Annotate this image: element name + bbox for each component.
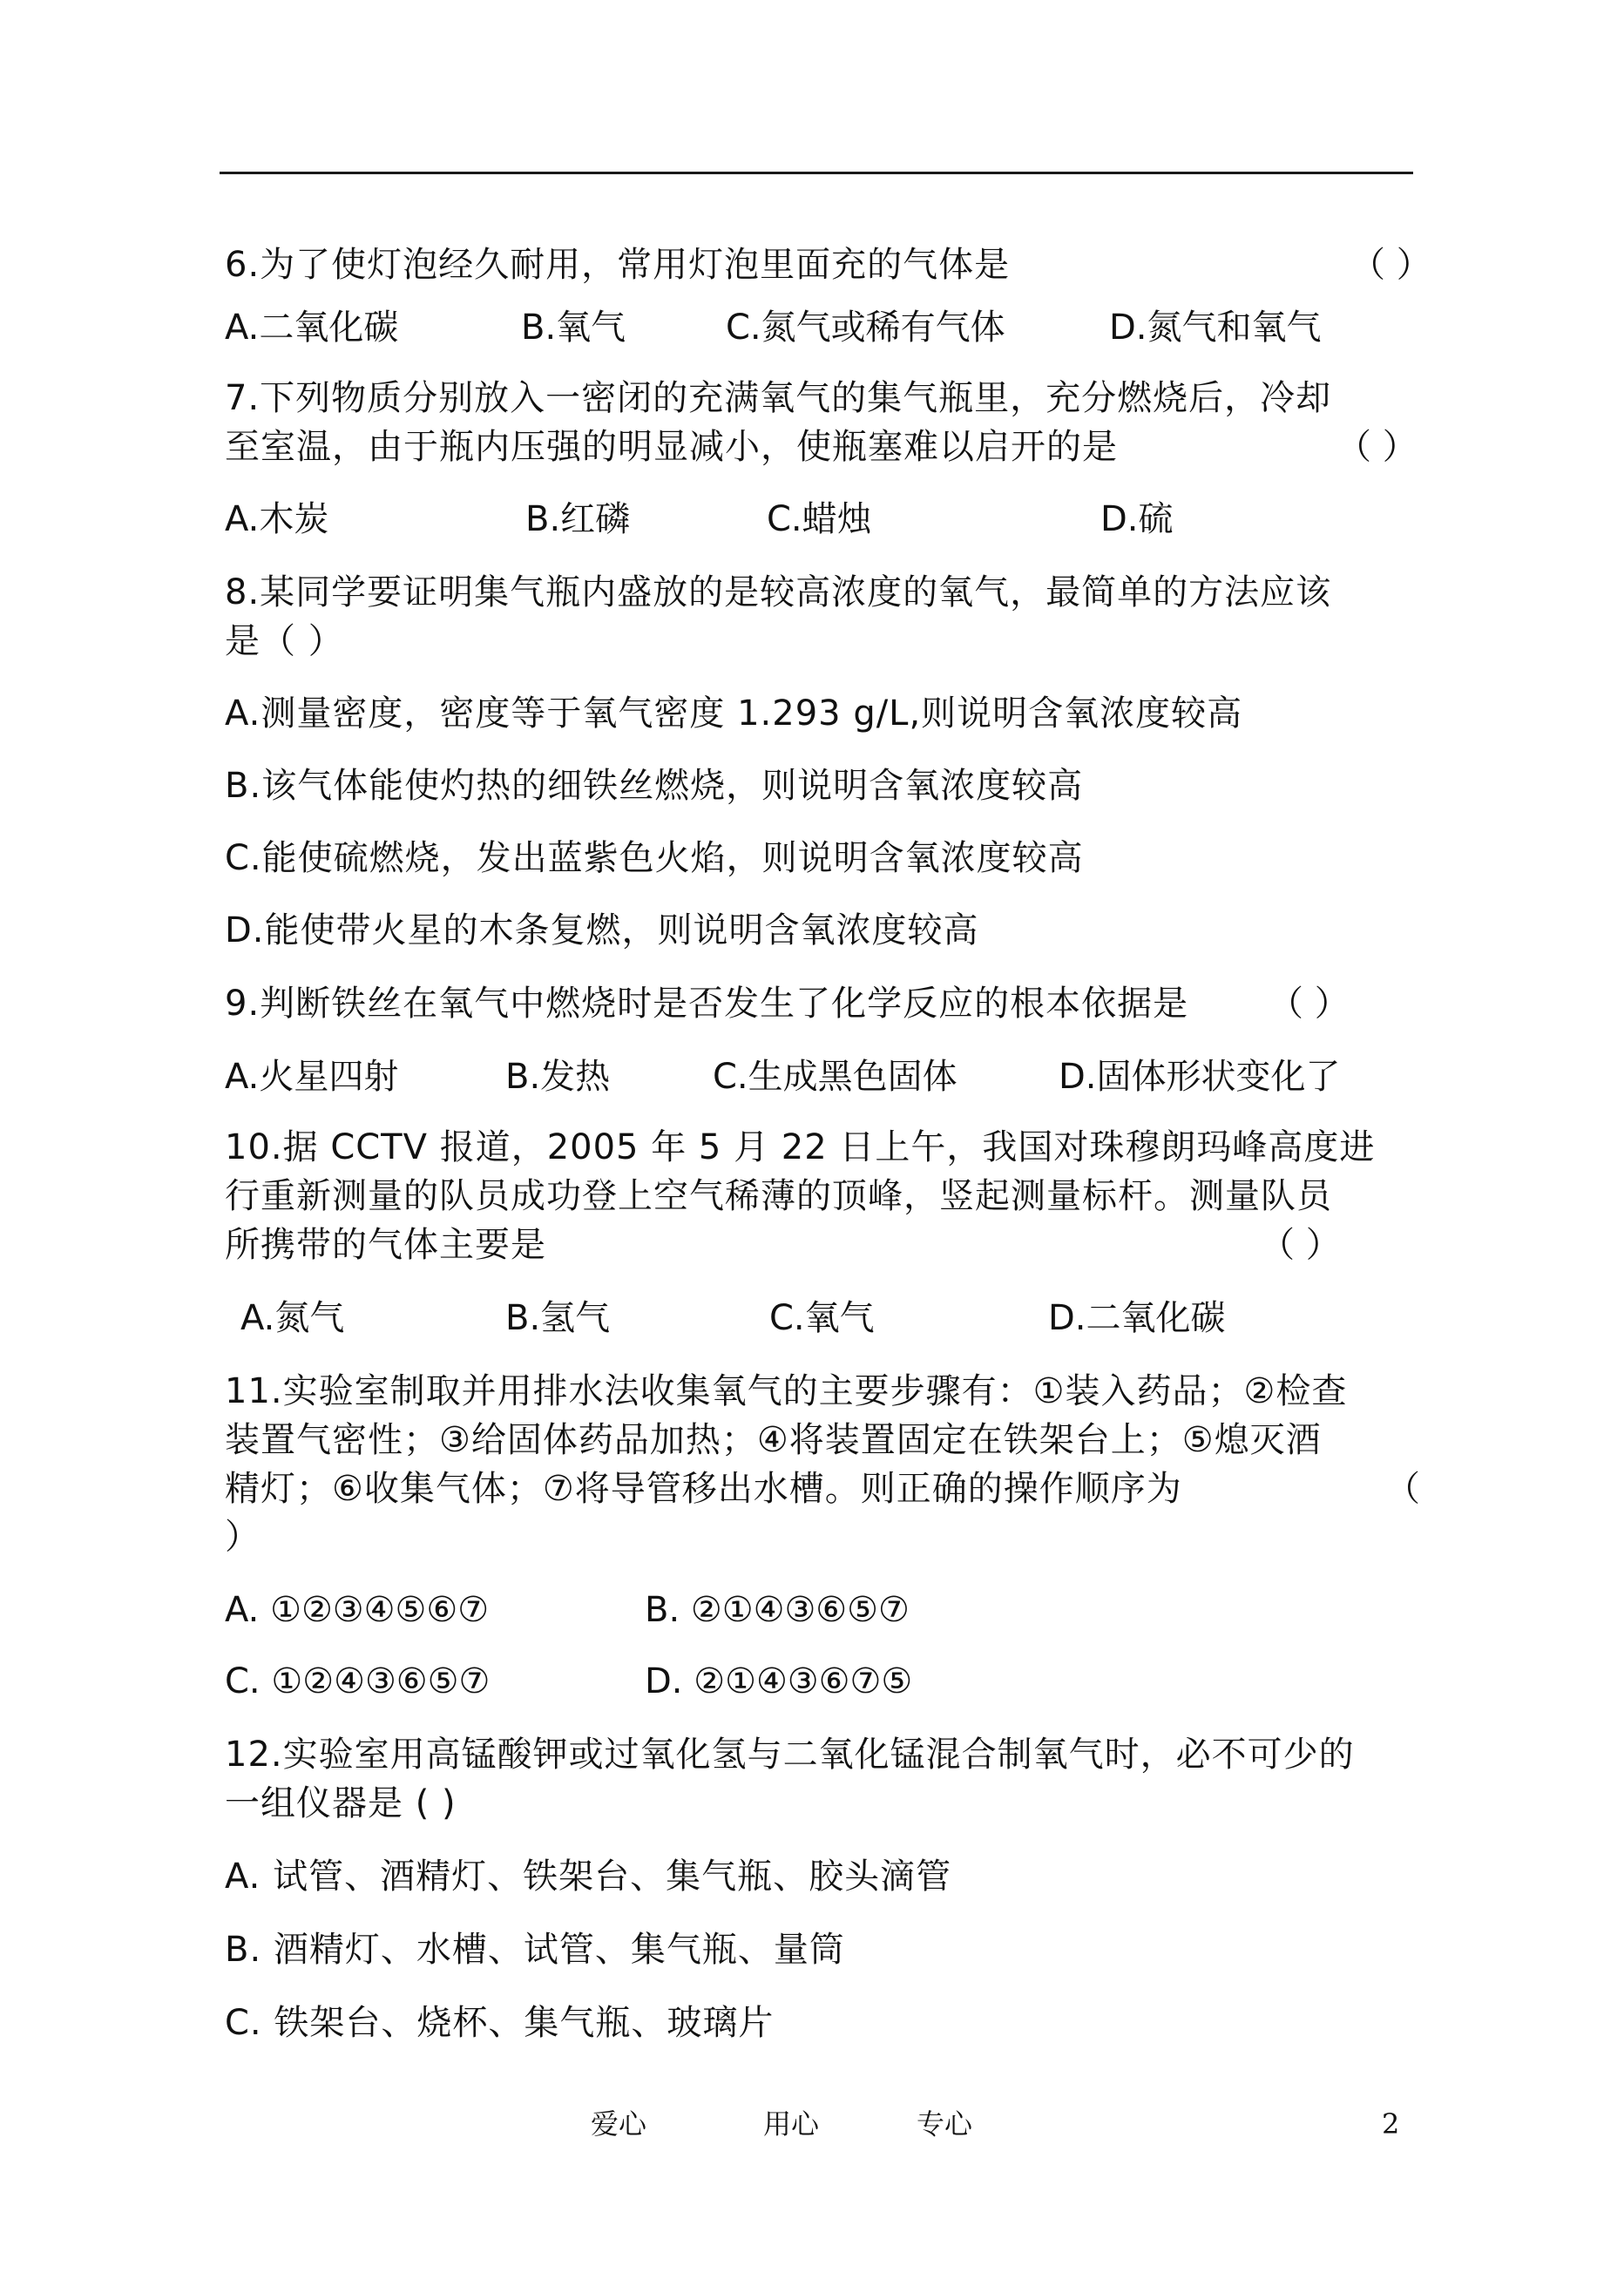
q7-stem-line1: 7.下列物质分别放入一密闭的充满氧气的集气瓶里，充分燃烧后，冷却 (225, 378, 1332, 418)
q8-option-d: D.能使带火星的木条复燃，则说明含氧浓度较高 (225, 910, 979, 950)
q6-option-a: A.二氧化碳 (225, 308, 399, 348)
q8-option-a: A.测量密度，密度等于氧气密度 1.293 g/L,则说明含氧浓度较高 (225, 693, 1243, 734)
q10-stem-line1: 10.据 CCTV 报道，2005 年 5 月 22 日上午，我国对珠穆朗玛峰高度进 (225, 1127, 1376, 1167)
q10-option-c: C.氧气 (769, 1298, 875, 1338)
q9-option-b: B.发热 (505, 1057, 611, 1097)
q11-option-c: C. ①②④③⑥⑤⑦ (225, 1661, 491, 1701)
q11-option-a: A. ①②③④⑤⑥⑦ (225, 1590, 490, 1630)
q9-option-d: D.固体形状变化了 (1059, 1057, 1341, 1097)
q10-stem-line2: 行重新测量的队员成功登上空气稀薄的顶峰，竖起测量标杆。测量队员 (225, 1176, 1332, 1216)
q12-option-a: A. 试管、酒精灯、铁架台、集气瓶、胶头滴管 (225, 1857, 952, 1897)
q8-option-b: B.该气体能使灼热的细铁丝燃烧，则说明含氧浓度较高 (225, 766, 1084, 806)
q7-option-c: C.蜡烛 (767, 499, 872, 539)
q11-paren-open: （ (1385, 1469, 1420, 1509)
q11-stem-line3: 精灯；⑥收集气体；⑦将导管移出水槽。则正确的操作顺序为 (225, 1469, 1182, 1509)
q11-paren-close: ） (225, 1517, 260, 1557)
q11-stem-line2: 装置气密性；③给固体药品加热；④将装置固定在铁架台上；⑤熄灭酒 (225, 1420, 1322, 1460)
page-number: 2 (1382, 2107, 1400, 2141)
q10-option-d: D.二氧化碳 (1048, 1298, 1226, 1338)
q11-option-d: D. ②①④③⑥⑦⑤ (645, 1661, 913, 1701)
q6-option-b: B.氧气 (521, 308, 626, 348)
q11-stem-line1: 11.实验室制取并用排水法收集氧气的主要步骤有：①装入药品；②检查 (225, 1371, 1348, 1411)
q8-stem-line2: 是（ ） (225, 621, 344, 661)
q7-option-a: A.木炭 (225, 499, 329, 539)
q7-option-d: D.硫 (1100, 499, 1174, 539)
q9-stem: 9.判断铁丝在氧气中燃烧时是否发生了化学反应的根本依据是 (225, 984, 1189, 1024)
q12-option-b: B. 酒精灯、水槽、试管、集气瓶、量筒 (225, 1930, 845, 1970)
footer-word-3: 专心 (917, 2107, 973, 2141)
q8-stem-line1: 8.某同学要证明集气瓶内盛放的是较高浓度的氧气，最简单的方法应该 (225, 572, 1332, 612)
q10-answer-paren: （ ） (1260, 1225, 1341, 1265)
q9-answer-paren: （ ） (1269, 984, 1350, 1024)
footer-word-2: 用心 (763, 2107, 820, 2141)
q9-option-a: A.火星四射 (225, 1057, 399, 1097)
q7-answer-paren: （ ） (1336, 427, 1418, 467)
q7-stem-line2: 至室温，由于瓶内压强的明显减小，使瓶塞难以启开的是 (225, 427, 1118, 467)
q11-option-b: B. ②①④③⑥⑤⑦ (645, 1590, 910, 1630)
q10-stem-line3: 所携带的气体主要是 (225, 1225, 546, 1265)
header-rule (220, 172, 1413, 174)
q10-option-a: A.氮气 (240, 1298, 345, 1338)
q12-option-c: C. 铁架台、烧杯、集气瓶、玻璃片 (225, 2003, 775, 2043)
q6-option-c: C.氮气或稀有气体 (726, 308, 1005, 348)
q12-stem-line1: 12.实验室用高锰酸钾或过氧化氢与二氧化锰混合制氧气时，必不可少的 (225, 1735, 1355, 1775)
q6-answer-paren: （ ） (1350, 245, 1431, 285)
q9-option-c: C.生成黑色固体 (713, 1057, 957, 1097)
q10-option-b: B.氢气 (505, 1298, 611, 1338)
q12-stem-line2: 一组仪器是 ( ) (225, 1783, 457, 1823)
q6-stem: 6.为了使灯泡经久耐用，常用灯泡里面充的气体是 (225, 245, 1011, 285)
q8-option-c: C.能使硫燃烧，发出蓝紫色火焰，则说明含氧浓度较高 (225, 838, 1084, 878)
footer-word-1: 爱心 (591, 2107, 647, 2141)
q7-option-b: B.红磷 (525, 499, 631, 539)
q6-option-d: D.氮气和氧气 (1109, 308, 1322, 348)
